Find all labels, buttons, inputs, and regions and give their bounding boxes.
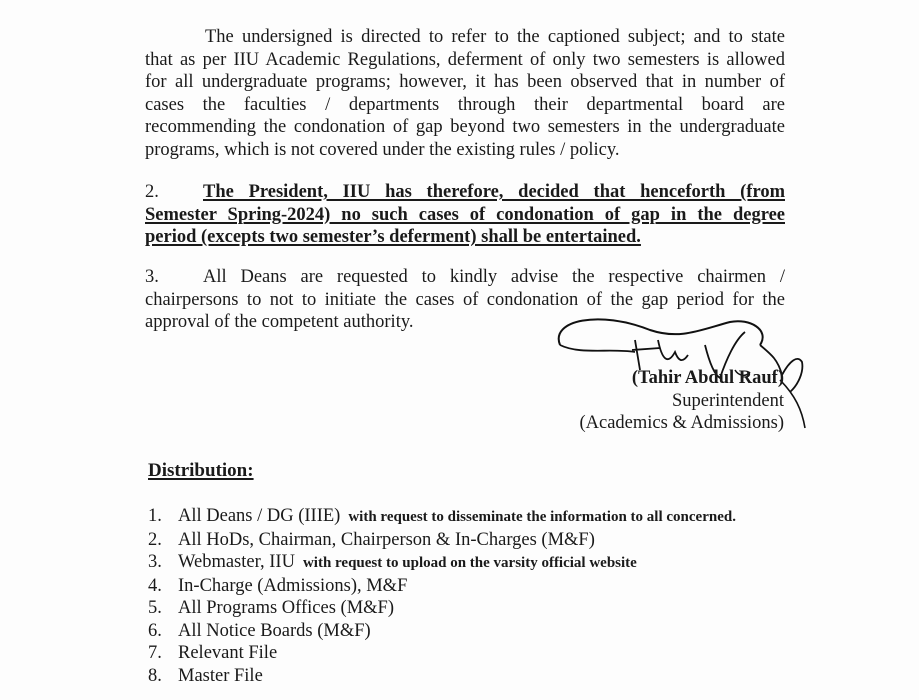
distribution-list	[148, 505, 736, 687]
list-index: 1.	[148, 506, 162, 526]
list-index: 6.	[148, 620, 162, 641]
list-index: 7.	[148, 643, 162, 663]
paragraph-line: approval of the competent authority.	[145, 312, 414, 333]
paragraph-line: programs, which is not covered under the existing rules / policy.	[145, 139, 620, 160]
signatory-designation: Superintendent	[671, 390, 784, 411]
paragraph-line: cases the faculties / departments through their departmental board are	[145, 94, 785, 115]
list-text: Relevant File	[178, 643, 278, 663]
paragraph-number: 2.	[145, 182, 159, 202]
paragraph-line: for all undergraduate programs; however, it has been observed that in number of	[145, 72, 785, 93]
signatory-name: (Tahir Abdul Rauf)	[631, 368, 784, 388]
paragraph-line: period (excepts two semester’s deferment) shall be entertained.	[145, 227, 641, 248]
list-text: In-Charge (Admissions), M&F	[178, 575, 408, 596]
list-text: Webmaster, IIU	[178, 552, 295, 572]
list-index: 8.	[148, 665, 162, 686]
list-note: with request to disseminate the information to all concerned.	[348, 509, 736, 525]
list-item	[148, 551, 736, 575]
paragraph-line	[145, 266, 785, 289]
paragraph-text: All Deans are requested to kindly advise the respective chairmen /	[203, 267, 785, 287]
list-index: 3.	[148, 552, 162, 572]
list-item	[148, 665, 736, 688]
list-index: 5.	[148, 598, 162, 618]
emphasis-text: The President, IIU has therefore, decided that henceforth (from	[203, 182, 785, 202]
paragraph-line: that as per IIU Academic Regulations, deferment of only two semesters is allowed	[145, 49, 785, 70]
list-item	[148, 575, 736, 598]
paragraph-line: Semester Spring-2024) no such cases of condonation of gap in the degree	[145, 204, 785, 225]
list-text: Master File	[178, 665, 263, 686]
distribution-heading: Distribution:	[148, 460, 254, 481]
list-index: 4.	[148, 575, 162, 596]
paragraph-2	[145, 181, 785, 249]
list-item	[148, 620, 736, 643]
list-text: All Notice Boards (M&F)	[178, 620, 371, 641]
list-item	[148, 529, 736, 552]
paragraph-line	[145, 181, 785, 204]
paragraph-1	[145, 26, 785, 162]
list-text: All Programs Offices (M&F)	[178, 598, 394, 618]
list-item	[148, 642, 736, 665]
list-text: All Deans / DG (IIIE)	[178, 506, 341, 526]
list-item	[148, 505, 736, 529]
paragraph-line: chairpersons to not to initiate the cases of condonation of the gap period for the	[145, 289, 785, 310]
paragraph-line: recommending the condonation of gap beyond two semesters in the undergraduate	[145, 117, 785, 138]
list-note: with request to upload on the varsity official website	[302, 555, 637, 571]
paragraph-number: 3.	[145, 267, 159, 287]
list-index: 2.	[148, 529, 162, 550]
signature-block	[579, 367, 784, 435]
paragraph-line: The undersigned is directed to refer to the captioned subject; and to state	[205, 27, 785, 47]
list-text: All HoDs, Chairman, Chairperson & In-Charges (M&F)	[178, 529, 595, 550]
signatory-department: (Academics & Admissions)	[579, 413, 784, 434]
list-item	[148, 597, 736, 620]
